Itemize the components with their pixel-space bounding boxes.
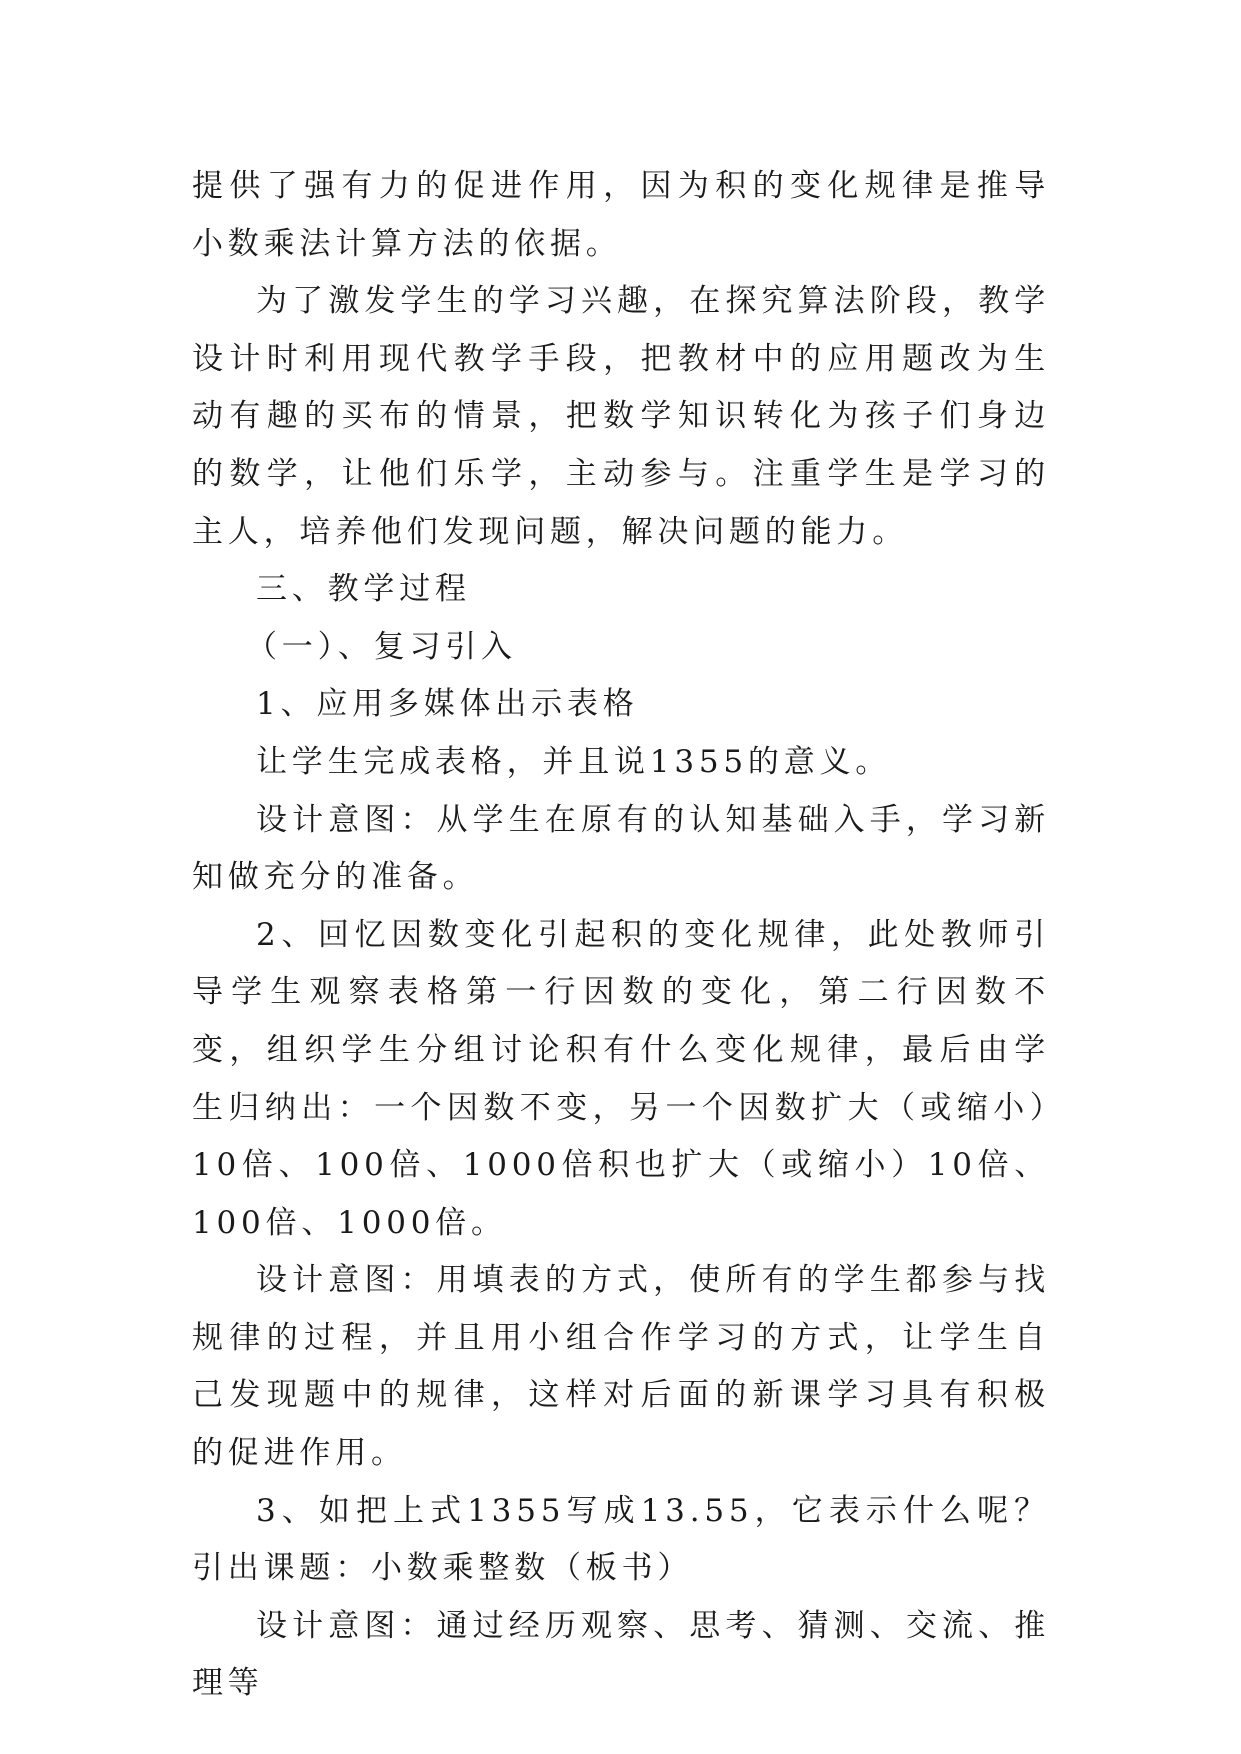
paragraph-design-intent-2: 设计意图：用填表的方式，使所有的学生都参与找规律的过程，并且用小组合作学习的方式，让学生自己发现题中的规律，这样对后面的新课学习具有积极的促进作用。 — [192, 1262, 1050, 1472]
document-body — [192, 158, 1050, 1713]
paragraph-continuation: 提供了强有力的促进作用，因为积的变化规律是推导小数乘法计算方法的依据。 — [192, 168, 1050, 262]
paragraph-design-intent: 为了激发学生的学习兴趣，在探究算法阶段，教学设计时利用现代教学手段，把教材中的应用题改为生动有趣的买布的情景，把数学知识转化为孩子们身边的数学，让他们乐学，主动参与。注重学生是学习的主人，培养他们发现问题，解决问题的能力。 — [192, 283, 1050, 550]
paragraph-design-intent-3: 设计意图：通过经历观察、思考、猜测、交流、推理等 — [192, 1607, 1050, 1702]
paragraph-design-intent-1: 设计意图：从学生在原有的认知基础入手，学习新知做充分的准备。 — [192, 801, 1050, 896]
section-heading-teaching-process: 三、教学过程 — [256, 571, 471, 608]
list-item-3: 3、如把上式1355写成13.55，它表示什么呢？引出课题：小数乘整数（板书） — [192, 1492, 1050, 1587]
list-item-2: 2、回忆因数变化引起积的变化规律，此处教师引导学生观察表格第一行因数的变化，第二行因数不变，组织学生分组讨论积有什么变化规律，最后由学生归纳出：一个因数不变，另一个因数扩大（或缩小）10倍、100倍、1000倍积也扩大（或缩小）10倍、100倍、1000倍。 — [192, 916, 1050, 1241]
list-item-1: 1、应用多媒体出示表格 — [256, 686, 639, 723]
subsection-heading-review: （一）、复习引入 — [246, 628, 517, 665]
paragraph-complete-table: 让学生完成表格，并且说1355的意义。 — [256, 743, 892, 780]
